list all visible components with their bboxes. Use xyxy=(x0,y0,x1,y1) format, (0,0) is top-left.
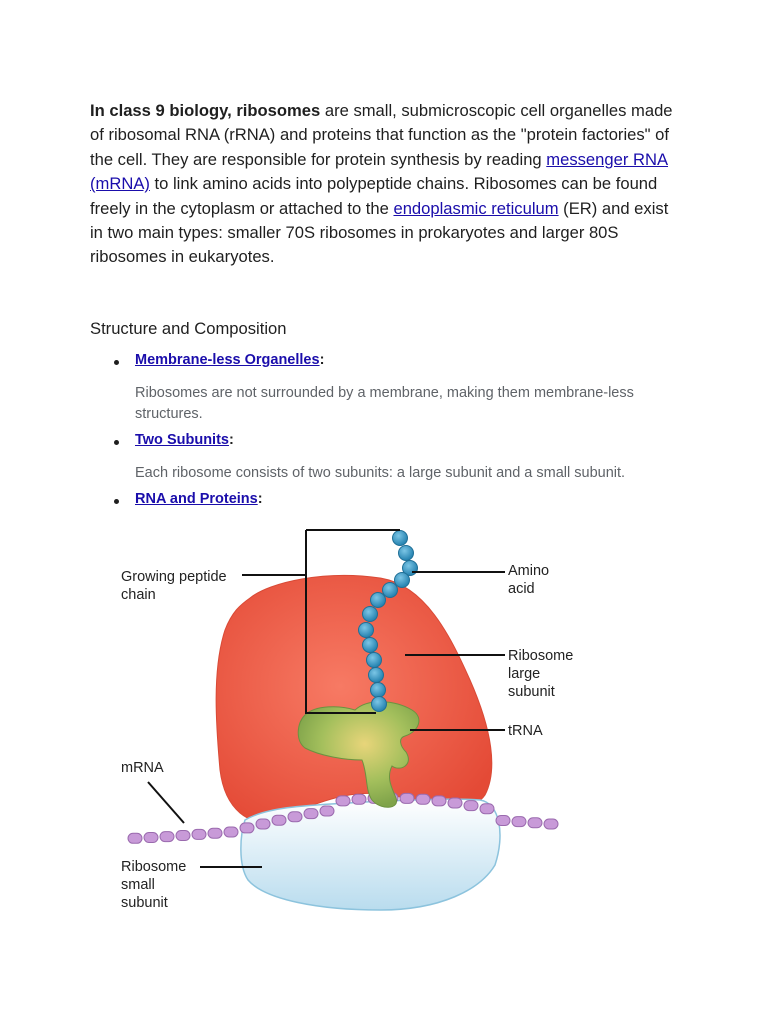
mrna-segment xyxy=(304,809,318,819)
amino-acid-bead xyxy=(363,638,378,653)
bullet-heading xyxy=(135,491,263,507)
mrna-segment xyxy=(272,815,286,825)
label-growing-peptide-chain: chain xyxy=(121,587,156,603)
mrna-segment xyxy=(240,823,254,833)
mrna-segment xyxy=(544,819,558,829)
mrna-pointer xyxy=(148,782,184,823)
intro-text-3: (ER) and exist in two main types: smaller 70S ribosomes in prokaryotes and larger 80S ribosomes in eukaryotes. xyxy=(90,198,669,267)
amino-acid-bead xyxy=(393,531,408,546)
mrna-segment xyxy=(176,831,190,841)
amino-acid-bead xyxy=(371,683,386,698)
bullet-colon: : xyxy=(228,432,234,448)
label-mrna: mRNA xyxy=(121,760,164,776)
mrna-segment xyxy=(464,801,478,811)
large-subunit-shape xyxy=(216,575,492,821)
mrna-segment xyxy=(512,817,526,827)
label-amino: Amino xyxy=(508,563,550,579)
mrna-segment xyxy=(128,833,142,843)
mrna-segment xyxy=(448,798,462,808)
mrna-segment xyxy=(416,794,430,804)
amino-acid-bead xyxy=(359,623,374,638)
intro-text-2: to link amino acids into polypeptide chains. Ribosomes can be found freely in the cytoplasm or attached to the xyxy=(90,174,658,218)
intro-text-1: are small, submicroscopic cell organelles made of ribosomal RNA (rRNA) and proteins that function as the "protein factories" of the cell. They are responsible for protein synthesis by reading xyxy=(90,101,673,169)
mrna-link[interactable]: messenger RNA (mRNA) xyxy=(90,149,669,194)
mrna-segment xyxy=(480,804,494,814)
mrna-segment xyxy=(160,832,174,842)
two-subunits-link[interactable]: Two Subunits xyxy=(135,432,229,448)
amino-acid-bead xyxy=(399,546,414,561)
mrna-segment xyxy=(336,796,350,806)
label-small: small xyxy=(121,877,155,893)
amino-acid-bead xyxy=(363,607,378,622)
mrna-segment xyxy=(208,828,222,838)
label-growing-peptide: Growing peptide xyxy=(121,569,227,585)
mrna-segment xyxy=(256,819,270,829)
er-link[interactable]: endoplasmic reticulum xyxy=(393,198,559,218)
mrna-segment xyxy=(192,829,206,839)
label-large: large xyxy=(508,666,541,682)
bullet-dot xyxy=(114,499,119,504)
label-small-subunit: subunit xyxy=(121,895,168,911)
label-amino-acid: acid xyxy=(508,581,535,597)
amino-acid-bead xyxy=(367,653,382,668)
bullet-heading xyxy=(135,352,324,368)
bullet-dot xyxy=(114,360,119,365)
mrna-segment xyxy=(496,815,510,825)
mrna-segment xyxy=(288,812,302,822)
ribosome-diagram xyxy=(100,520,580,920)
mrna-segment xyxy=(144,833,158,843)
section-title: Structure and Composition xyxy=(90,319,287,338)
mrna-segment xyxy=(400,793,414,803)
amino-acid-bead xyxy=(372,697,387,712)
label-ribosome-small: Ribosome xyxy=(121,859,187,875)
bullet-heading xyxy=(135,432,234,448)
label-large-subunit: subunit xyxy=(508,684,555,700)
bullet-description: Each ribosome consists of two subunits: a large subunit and a small subunit. xyxy=(135,465,626,481)
rna-proteins-link[interactable]: RNA and Proteins xyxy=(135,491,258,507)
bullet-description: Ribosomes are not surrounded by a membrane, making them membrane-less structures. xyxy=(135,385,634,422)
bullet-dot xyxy=(114,440,119,445)
amino-acid-bead xyxy=(371,593,386,608)
amino-acid-bead xyxy=(383,583,398,598)
amino-acid-bead xyxy=(369,668,384,683)
mrna-segment xyxy=(528,818,542,828)
intro-paragraph xyxy=(90,99,680,270)
mrna-segment xyxy=(320,806,334,816)
mrna-segment xyxy=(224,827,238,837)
bullet-colon: : xyxy=(257,491,263,507)
mrna-segment xyxy=(432,796,446,806)
mrna-segment xyxy=(352,794,366,804)
bullet-colon: : xyxy=(319,352,325,368)
amino-acid-bead xyxy=(395,573,410,588)
label-trna: tRNA xyxy=(508,723,543,739)
label-ribosome-large: Ribosome xyxy=(508,648,574,664)
membrane-less-link[interactable]: Membrane-less Organelles xyxy=(135,352,320,368)
intro-lead: In class 9 biology, ribosomes xyxy=(90,101,321,120)
